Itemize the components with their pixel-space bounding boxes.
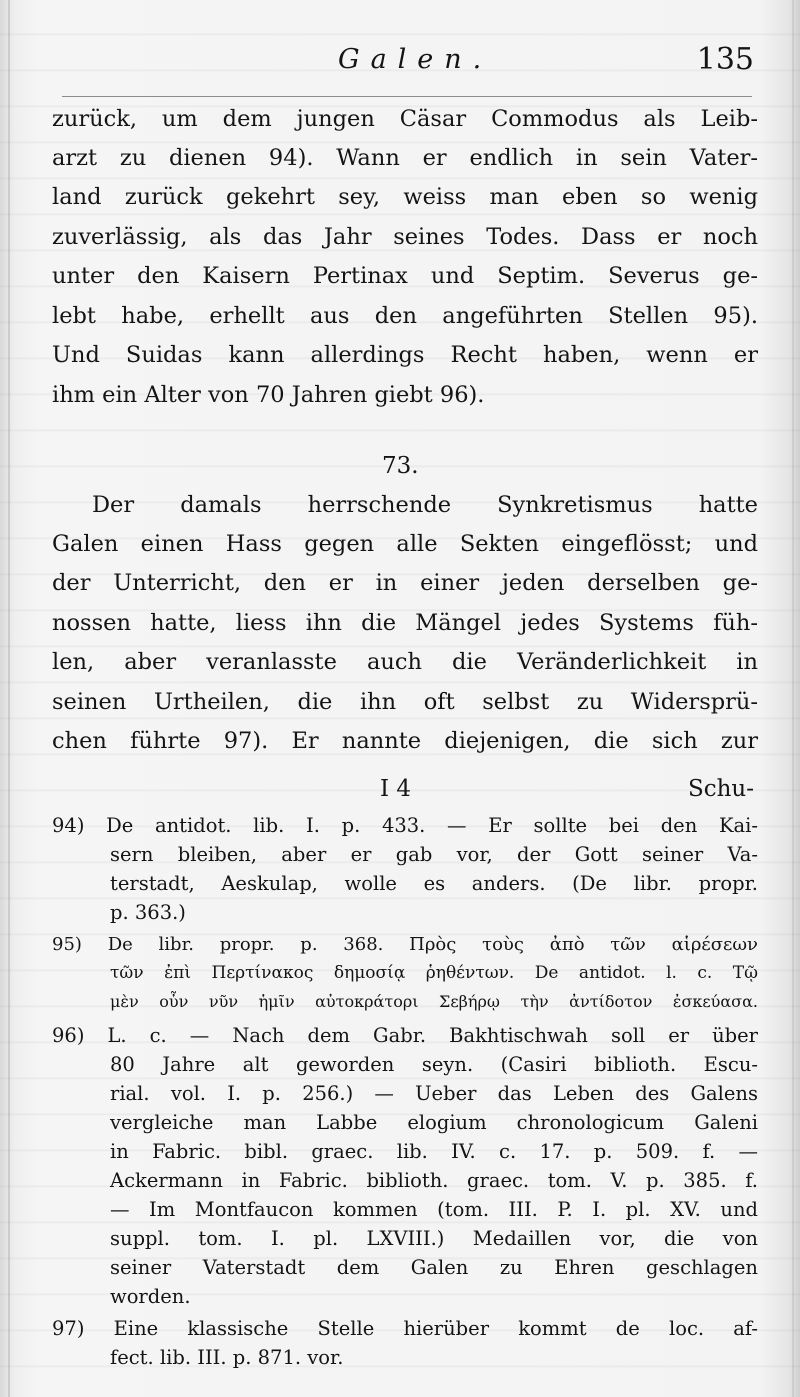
signature-mark: I 4 xyxy=(380,776,412,802)
footnote-96-line: worden. xyxy=(110,1285,191,1308)
footnote-95-line: μὲν οὖν νῦν ἡμῖν αὐτοκράτορι Σεβήρῳ τὴν ἀντίδοτον ἐσκεύασα. xyxy=(110,992,758,1011)
page-header xyxy=(58,40,754,84)
section-line: der Unterricht, den er in einer jeden derselben ge- xyxy=(52,570,758,596)
section-line: len, aber veranlasste auch die Veränderlichkeit in xyxy=(52,649,758,675)
body-line: zurück, um dem jungen Cäsar Commodus als Leib- xyxy=(52,106,758,132)
section-number: 73. xyxy=(382,453,419,479)
catchword: Schu- xyxy=(687,776,754,802)
footnote-97-line: 97) Eine klassische Stelle hierüber kommt de loc. af- xyxy=(52,1317,758,1340)
body-line: unter den Kaisern Pertinax und Septim. Severus ge- xyxy=(52,263,758,289)
footnote-95-line: τῶν ἐπὶ Περτίνακος δημοσίᾳ ῥηθέντων. De antidot. l. c. Τῷ xyxy=(110,963,758,983)
footnote-97-line: fect. lib. III. p. 871. vor. xyxy=(110,1346,344,1369)
body-line: ihm ein Alter von 70 Jahren giebt 96). xyxy=(52,382,485,408)
footnote-95-line: 95) De libr. propr. p. 368. Πρὸς τοὺς ἀπὸ τῶν αἱρέσεων xyxy=(52,934,758,955)
footnote-94-line: terstadt, Aeskulap, wolle es anders. (De libr. propr. xyxy=(110,872,758,895)
page-number: 135 xyxy=(696,42,754,77)
body-line: Und Suidas kann allerdings Recht haben, wenn er xyxy=(52,342,758,368)
footnote-96-line: in Fabric. bibl. graec. lib. IV. c. 17. p. 509. f. — xyxy=(110,1140,758,1163)
body-line: zuverlässig, als das Jahr seines Todes. Dass er noch xyxy=(52,224,758,250)
section-line: seinen Urtheilen, die ihn oft selbst zu Widersprü- xyxy=(52,689,758,715)
section-line: Der damals herrschende Synkretismus hatte xyxy=(92,492,758,518)
footnote-96-line: Ackermann in Fabric. biblioth. graec. tom. V. p. 385. f. xyxy=(110,1169,758,1192)
body-line: lebt habe, erhellt aus den angeführten Stellen 95). xyxy=(52,303,758,329)
section-line: nossen hatte, liess ihn die Mängel jedes Systems füh- xyxy=(52,610,758,636)
right-page-edge xyxy=(792,0,794,1397)
footnote-96-line: suppl. tom. I. pl. LXVIII.) Medaillen vor, die von xyxy=(110,1227,758,1250)
running-title: Galen. xyxy=(338,44,493,75)
footnote-94-line: p. 363.) xyxy=(110,901,186,924)
header-rule xyxy=(62,96,752,97)
footnote-96-line: — Im Montfaucon kommen (tom. III. P. I. pl. XV. und xyxy=(110,1198,758,1221)
left-page-edge xyxy=(8,0,10,1397)
body-line: arzt zu dienen 94). Wann er endlich in sein Vater- xyxy=(52,145,758,171)
section-line: chen führte 97). Er nannte diejenigen, die sich zur xyxy=(52,728,758,754)
footnote-94-line: 94) De antidot. lib. I. p. 433. — Er sollte bei den Kai- xyxy=(52,814,758,837)
footnote-96-line: 96) L. c. — Nach dem Gabr. Bakhtischwah soll er über xyxy=(52,1024,758,1047)
footnote-96-line: 80 Jahre alt geworden seyn. (Casiri biblioth. Escu- xyxy=(110,1053,758,1076)
section-line: Galen einen Hass gegen alle Sekten eingeflösst; und xyxy=(52,531,758,557)
body-line: land zurück gekehrt sey, weiss man eben so wenig xyxy=(52,184,758,210)
footnote-96-line: seiner Vaterstadt dem Galen zu Ehren geschlagen xyxy=(110,1256,758,1279)
footnote-96-line: vergleiche man Labbe elogium chronologicum Galeni xyxy=(110,1111,758,1134)
footnote-94-line: sern bleiben, aber er gab vor, der Gott seiner Va- xyxy=(110,843,758,866)
footnote-96-line: rial. vol. I. p. 256.) — Ueber das Leben des Galens xyxy=(110,1082,758,1105)
